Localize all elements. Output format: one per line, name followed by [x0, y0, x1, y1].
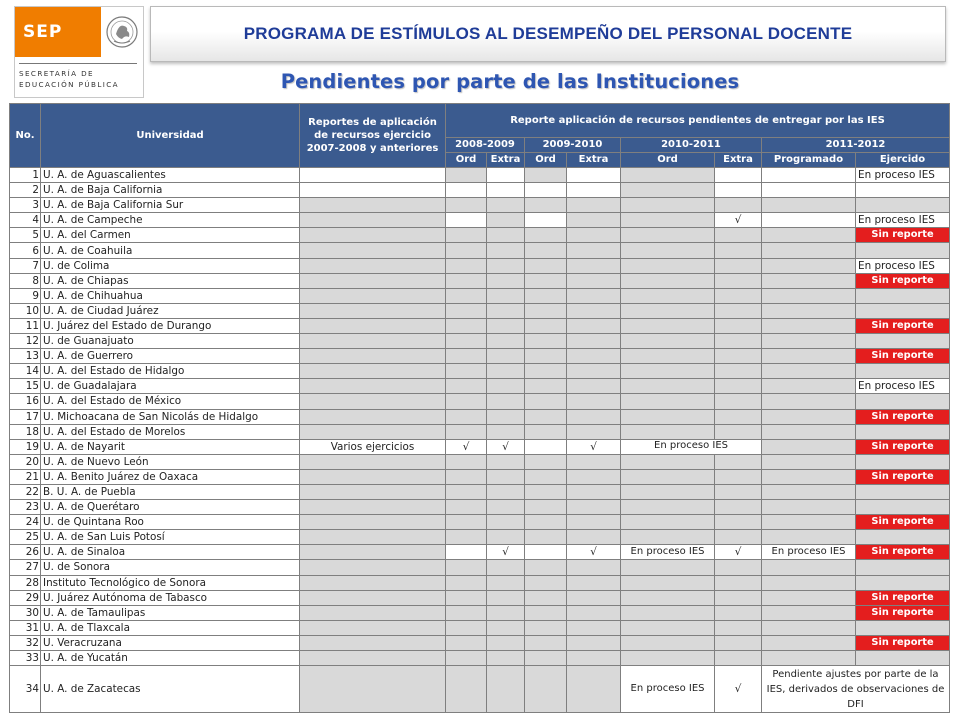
table-row: [10, 273, 950, 288]
table-row: [10, 168, 950, 183]
status-sin-reporte: Sin reporte: [856, 590, 950, 605]
row-number: 34: [10, 666, 41, 713]
program-banner: [150, 6, 946, 62]
university-name: U. A. de Nuevo León: [41, 454, 300, 469]
table-row: [10, 183, 950, 198]
university-name: U. A. de Campeche: [41, 213, 300, 228]
status-en-proceso: En proceso IES: [621, 666, 715, 713]
status-en-proceso: En proceso IES: [856, 213, 950, 228]
university-name: U. A. de Querétaro: [41, 500, 300, 515]
row-number: 31: [10, 620, 41, 635]
eagle-emblem-icon: [101, 7, 143, 57]
header-ejercido: Ejercido: [856, 153, 950, 168]
row-number: 13: [10, 349, 41, 364]
table-row: [10, 409, 950, 424]
status-sin-reporte: Sin reporte: [856, 635, 950, 650]
row-number: 9: [10, 288, 41, 303]
university-name: U. Michoacana de San Nicolás de Hidalgo: [41, 409, 300, 424]
university-name: U. Juárez Autónoma de Tabasco: [41, 590, 300, 605]
check-mark: √: [487, 545, 525, 560]
university-name: U. A. de Yucatán: [41, 651, 300, 666]
logo-line-1: SECRETARÍA DE: [19, 69, 94, 78]
status-en-proceso: En proceso IES: [856, 258, 950, 273]
row-number: 14: [10, 364, 41, 379]
row-number: 4: [10, 213, 41, 228]
university-name: U. de Guadalajara: [41, 379, 300, 394]
header-extra: Extra: [715, 153, 762, 168]
table-row: [10, 454, 950, 469]
table-row: [10, 590, 950, 605]
table-row: [10, 334, 950, 349]
check-mark: √: [715, 545, 762, 560]
row-number: 22: [10, 484, 41, 499]
row-number: 32: [10, 635, 41, 650]
check-mark: √: [715, 213, 762, 228]
university-name: U. de Quintana Roo: [41, 515, 300, 530]
university-name: U. A. de Zacatecas: [41, 666, 300, 713]
university-name: U. A. de Tamaulipas: [41, 605, 300, 620]
status-en-proceso: En proceso IES: [621, 545, 715, 560]
table-row: [10, 213, 950, 228]
table-row: [10, 349, 950, 364]
university-name: U. A. de Baja California: [41, 183, 300, 198]
table-row: [10, 364, 950, 379]
status-en-proceso: En proceso IES: [856, 379, 950, 394]
row-number: 29: [10, 590, 41, 605]
table-row: [10, 303, 950, 318]
university-name: B. U. A. de Puebla: [41, 484, 300, 499]
status-sin-reporte: Sin reporte: [856, 515, 950, 530]
status-sin-reporte: Sin reporte: [856, 273, 950, 288]
university-name: U. A. de Sinaloa: [41, 545, 300, 560]
table-row: [10, 243, 950, 258]
status-en-proceso: En proceso IES: [621, 439, 762, 454]
university-name: U. Veracruzana: [41, 635, 300, 650]
logo-divider: [19, 63, 137, 64]
university-name: U. de Colima: [41, 258, 300, 273]
check-mark: √: [567, 545, 621, 560]
row-number: 15: [10, 379, 41, 394]
header-2010-2011: 2010-2011: [621, 138, 762, 153]
header-no: No.: [10, 104, 41, 168]
status-en-proceso: En proceso IES: [856, 168, 950, 183]
table-row: [10, 318, 950, 333]
table-row: [10, 198, 950, 213]
row-number: 28: [10, 575, 41, 590]
row-number: 12: [10, 334, 41, 349]
row-number: 26: [10, 545, 41, 560]
row-number: 18: [10, 424, 41, 439]
table-row: [10, 545, 950, 560]
status-sin-reporte: Sin reporte: [856, 545, 950, 560]
table-row: [10, 484, 950, 499]
university-name: U. de Sonora: [41, 560, 300, 575]
university-name: U. A. de Coahuila: [41, 243, 300, 258]
status-sin-reporte: Sin reporte: [856, 439, 950, 454]
table-row: [10, 500, 950, 515]
university-name: U. A. de Ciudad Juárez: [41, 303, 300, 318]
status-sin-reporte: Sin reporte: [856, 228, 950, 243]
check-mark: √: [446, 439, 487, 454]
status-sin-reporte: Sin reporte: [856, 349, 950, 364]
row-number: 27: [10, 560, 41, 575]
table-row: [10, 515, 950, 530]
row-number: 20: [10, 454, 41, 469]
table-row: [10, 666, 950, 713]
table-row: [10, 469, 950, 484]
row-number: 30: [10, 605, 41, 620]
check-mark: √: [487, 439, 525, 454]
university-name: U. A. de Baja California Sur: [41, 198, 300, 213]
table-row: [10, 620, 950, 635]
row-number: 21: [10, 469, 41, 484]
university-name: U. A. del Estado de México: [41, 394, 300, 409]
university-name: Instituto Tecnológico de Sonora: [41, 575, 300, 590]
table-row: [10, 394, 950, 409]
header-2011-2012: 2011-2012: [762, 138, 950, 153]
table-row: [10, 651, 950, 666]
check-mark: √: [715, 666, 762, 713]
table-row: [10, 424, 950, 439]
university-name: U. A. de Aguascalientes: [41, 168, 300, 183]
table-row: [10, 228, 950, 243]
row-number: 25: [10, 530, 41, 545]
university-name: U. A. de San Luis Potosí: [41, 530, 300, 545]
status-sin-reporte: Sin reporte: [856, 469, 950, 484]
table-row: [10, 379, 950, 394]
check-mark: √: [567, 439, 621, 454]
university-name: U. A. de Nayarit: [41, 439, 300, 454]
banner-title: PROGRAMA DE ESTÍMULOS AL DESEMPEÑO DEL PERSONAL DOCENTE: [243, 24, 853, 43]
row-number: 3: [10, 198, 41, 213]
row-number: 6: [10, 243, 41, 258]
status-sin-reporte: Sin reporte: [856, 318, 950, 333]
row-number: 33: [10, 651, 41, 666]
header-2008-2009: 2008-2009: [446, 138, 525, 153]
university-name: U. A. del Estado de Hidalgo: [41, 364, 300, 379]
row-number: 24: [10, 515, 41, 530]
university-name: U. A. del Carmen: [41, 228, 300, 243]
row-number: 2: [10, 183, 41, 198]
row-number: 7: [10, 258, 41, 273]
header-universidad: Universidad: [41, 104, 300, 168]
header-pendientes: Reporte aplicación de recursos pendientes de entregar por las IES: [446, 104, 950, 138]
zacatecas-note: Pendiente ajustes por parte de la IES, derivados de observaciones de DFI: [762, 666, 950, 713]
university-name: U. A. de Tlaxcala: [41, 620, 300, 635]
page-title: Pendientes por parte de las Instituciones: [280, 70, 740, 93]
table-row: [10, 605, 950, 620]
header-ord: Ord: [525, 153, 567, 168]
sep-logo: [14, 6, 144, 98]
varios-ejercicios: Varios ejercicios: [300, 439, 446, 454]
logo-text: [19, 68, 143, 90]
row-number: 1: [10, 168, 41, 183]
header-ord: Ord: [446, 153, 487, 168]
header-extra: Extra: [567, 153, 621, 168]
university-name: U. A. de Chiapas: [41, 273, 300, 288]
table-row: [10, 575, 950, 590]
row-number: 17: [10, 409, 41, 424]
header-programado: Programado: [762, 153, 856, 168]
university-name: U. de Guanajuato: [41, 334, 300, 349]
row-number: 10: [10, 303, 41, 318]
logo-line-2: EDUCACIÓN PÚBLICA: [19, 80, 119, 89]
row-number: 8: [10, 273, 41, 288]
university-name: U. Juárez del Estado de Durango: [41, 318, 300, 333]
header-reportes: Reportes de aplicación de recursos ejercicio 2007-2008 y anteriores: [300, 104, 446, 168]
logo-brand: SEP: [15, 7, 101, 57]
university-name: U. A. Benito Juárez de Oaxaca: [41, 469, 300, 484]
table-row: [10, 258, 950, 273]
status-en-proceso: En proceso IES: [762, 545, 856, 560]
row-number: 23: [10, 500, 41, 515]
header-ord: Ord: [621, 153, 715, 168]
header-extra: Extra: [487, 153, 525, 168]
table-row: [10, 288, 950, 303]
university-name: U. A. de Guerrero: [41, 349, 300, 364]
pendientes-table: [9, 103, 950, 713]
table-row: [10, 560, 950, 575]
table-row: [10, 530, 950, 545]
header-2009-2010: 2009-2010: [525, 138, 621, 153]
status-sin-reporte: Sin reporte: [856, 605, 950, 620]
table-row: [10, 439, 950, 454]
row-number: 19: [10, 439, 41, 454]
row-number: 16: [10, 394, 41, 409]
university-name: U. A. de Chihuahua: [41, 288, 300, 303]
university-name: U. A. del Estado de Morelos: [41, 424, 300, 439]
row-number: 5: [10, 228, 41, 243]
row-number: 11: [10, 318, 41, 333]
status-sin-reporte: Sin reporte: [856, 409, 950, 424]
table-row: [10, 635, 950, 650]
